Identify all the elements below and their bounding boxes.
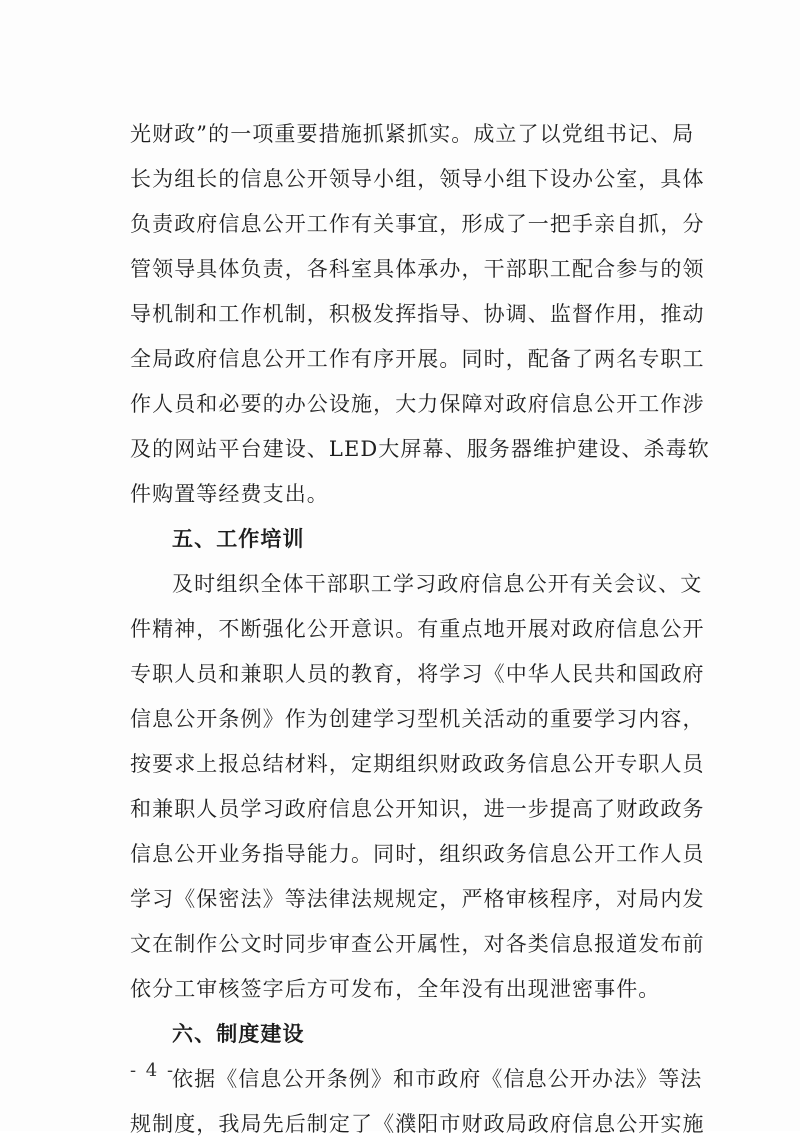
text-line: 文在制作公文时同步审查公开属性，对各类信息报道发布前 (130, 932, 705, 956)
text-line: 件精神，不断强化公开意识。有重点地开展对政府信息公开 (130, 617, 705, 641)
text-line: 学习《保密法》等法律法规规定，严格审核程序，对局内发 (130, 887, 705, 911)
document-body (130, 112, 710, 1147)
text-line: 信息公开条例》作为创建学习型机关活动的重要学习内容， (130, 707, 705, 731)
text-line: 及的网站平台建设、LED大屏幕、服务器维护建设、杀毒软 (130, 437, 710, 461)
text-line: 按要求上报总结材料，定期组织财政政务信息公开专职人员 (130, 752, 705, 776)
text-line: 专职人员和兼职人员的教育，将学习《中华人民共和国政府 (130, 662, 705, 686)
text-line: 长为组长的信息公开领导小组，领导小组下设办公室，具体 (130, 167, 705, 191)
text-line: 信息公开业务指导能力。同时，组织政务信息公开工作人员 (130, 842, 705, 866)
text-line: 管领导具体负责，各科室具体承办，干部职工配合参与的领 (130, 257, 705, 281)
text-line: 及时组织全体干部职工学习政府信息公开有关会议、文 (172, 572, 703, 596)
text-line: 全局政府信息公开工作有序开展。同时，配备了两名专职工 (130, 347, 705, 371)
text-line: 和兼职人员学习政府信息公开知识，进一步提高了财政政务 (130, 797, 705, 821)
text-line: 件购置等经费支出。 (130, 482, 329, 506)
page-number: - 4 - (130, 1060, 176, 1081)
text-line: 规制度，我局先后制定了《濮阳市财政局政府信息公开实施 (130, 1112, 705, 1136)
text-line: 光财政”的一项重要措施抓紧抓实。成立了以党组书记、局 (130, 122, 695, 146)
section-heading: 六、制度建设 (172, 1022, 305, 1046)
text-line: 依据《信息公开条例》和市政府《信息公开办法》等法 (172, 1067, 703, 1091)
text-line: 依分工审核签字后方可发布，全年没有出现泄密事件。 (130, 977, 661, 1001)
text-line: 导机制和工作机制，积极发挥指导、协调、监督作用，推动 (130, 302, 705, 326)
text-line: 负责政府信息公开工作有关事宜，形成了一把手亲自抓，分 (130, 212, 705, 236)
text-line: 作人员和必要的办公设施，大力保障对政府信息公开工作涉 (130, 392, 705, 416)
section-heading: 五、工作培训 (172, 527, 305, 551)
